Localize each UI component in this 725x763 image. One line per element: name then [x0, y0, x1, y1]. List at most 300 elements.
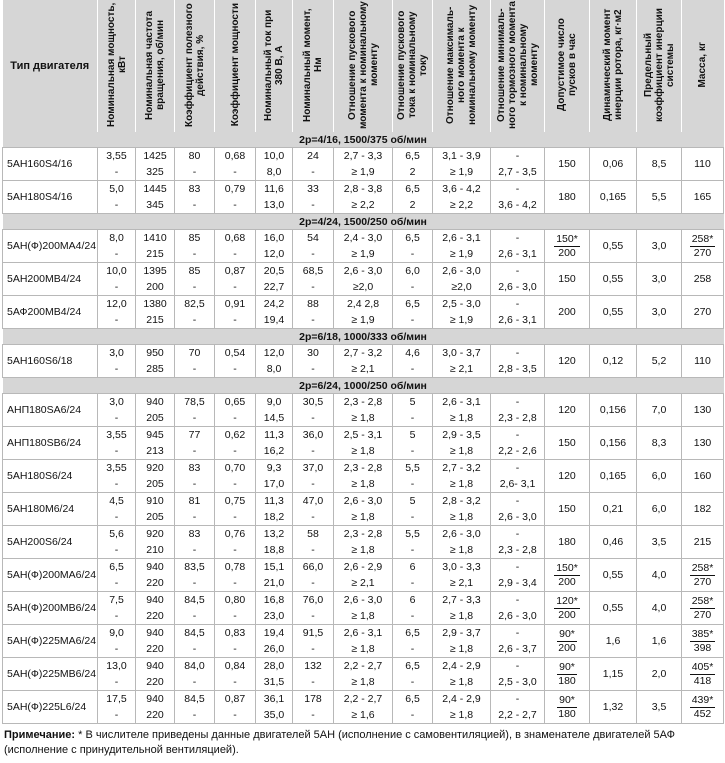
table-row: [3, 230, 724, 247]
table-cell: ≥ 2,2: [334, 197, 393, 214]
table-cell: -: [293, 641, 334, 658]
table-cell: 37,0: [293, 460, 334, 477]
motor-type: 5АФ200МВ4/24: [3, 296, 98, 329]
table-cell: -: [98, 542, 136, 559]
mass: 110: [682, 345, 724, 378]
table-cell: -: [175, 476, 215, 493]
table-cell: -: [175, 197, 215, 214]
table-cell: -: [98, 641, 136, 658]
column-header: [256, 0, 293, 132]
table-cell: -: [215, 246, 256, 263]
mass: 165: [682, 181, 724, 214]
table-cell: 85: [175, 263, 215, 280]
table-cell: -: [98, 246, 136, 263]
table-cell: -: [293, 509, 334, 526]
table-cell: -: [175, 246, 215, 263]
table-cell: 54: [293, 230, 334, 247]
table-cell: 8,0: [98, 230, 136, 247]
table-cell: ≥ 1,8: [334, 443, 393, 460]
column-header: [334, 0, 393, 132]
table-cell: 8,0: [256, 164, 293, 181]
table-cell: ≥ 1,8: [334, 674, 393, 691]
inertia-coefficient: 3,0: [637, 263, 682, 296]
starts-per-hour-denominator: 200: [558, 575, 576, 588]
table-cell: -: [215, 476, 256, 493]
table-cell: ≥ 1,6: [334, 707, 393, 724]
column-header-label: Масса, кг: [697, 41, 709, 88]
column-header: [590, 0, 637, 132]
table-cell: ≥ 2,1: [334, 575, 393, 592]
table-row: [3, 394, 724, 411]
table-cell: 2,6 - 3,1: [433, 394, 491, 411]
motor-type: 5АН180S4/16: [3, 181, 98, 214]
table-cell: -: [491, 460, 545, 477]
table-cell: 10,0: [98, 263, 136, 280]
table-cell: ≥ 2,1: [433, 575, 491, 592]
table-cell: 20,5: [256, 263, 293, 280]
table-cell: 6: [393, 592, 433, 609]
table-cell: 81: [175, 493, 215, 510]
table-row: [3, 345, 724, 362]
motor-type: 5АН160S6/18: [3, 345, 98, 378]
table-cell: 2,2 - 2,7: [491, 707, 545, 724]
table-cell: -: [98, 707, 136, 724]
column-header-label: Номинальный ток при 380 В, А: [263, 8, 285, 121]
table-cell: 210: [136, 542, 175, 559]
table-cell: -: [215, 575, 256, 592]
table-cell: 9,0: [256, 394, 293, 411]
table-cell: 6,5: [393, 691, 433, 708]
table-cell: 2,4 - 2,9: [433, 691, 491, 708]
section-row: [3, 378, 724, 394]
inertia-coefficient: 8,5: [637, 148, 682, 181]
starts-per-hour: [545, 691, 590, 724]
inertia-coefficient: 1,6: [637, 625, 682, 658]
table-cell: 940: [136, 559, 175, 576]
table-cell: 2,6 - 3,0: [433, 526, 491, 543]
table-cell: -: [491, 427, 545, 444]
table-cell: 5: [393, 394, 433, 411]
table-cell: 945: [136, 427, 175, 444]
table-cell: 1425: [136, 148, 175, 165]
table-cell: 940: [136, 394, 175, 411]
table-cell: -: [175, 641, 215, 658]
table-cell: 940: [136, 625, 175, 642]
table-cell: 47,0: [293, 493, 334, 510]
inertia-coefficient: 3,5: [637, 691, 682, 724]
column-header-label: Предельный коэффициент инерции системы: [642, 7, 676, 122]
table-cell: 11,3: [256, 493, 293, 510]
table-cell: 83,5: [175, 559, 215, 576]
table-cell: -: [293, 361, 334, 378]
table-cell: 68,5: [293, 263, 334, 280]
table-cell: 12,0: [256, 246, 293, 263]
table-cell: 213: [136, 443, 175, 460]
table-cell: 84,5: [175, 691, 215, 708]
section-title: 2р=4/24, 1500/250 об/мин: [3, 214, 724, 230]
table-cell: -: [491, 493, 545, 510]
column-header: [433, 0, 491, 132]
table-cell: -: [293, 164, 334, 181]
mass: 215: [682, 526, 724, 559]
inertia-coefficient: 4,0: [637, 592, 682, 625]
motor-type: 5АН(Ф)200МВ6/24: [3, 592, 98, 625]
table-cell: -: [393, 542, 433, 559]
table-cell: 70: [175, 345, 215, 362]
mass-denominator: 418: [693, 674, 712, 687]
section-title: 2р=4/16, 1500/375 об/мин: [3, 132, 724, 148]
table-cell: -: [98, 674, 136, 691]
table-cell: -: [393, 509, 433, 526]
table-cell: 16,0: [256, 230, 293, 247]
table-cell: 2,5 - 3,1: [334, 427, 393, 444]
column-header: [293, 0, 334, 132]
rotor-inertia: 0,156: [590, 427, 637, 460]
table-cell: 2,6 - 3,0: [491, 608, 545, 625]
table-cell: 5,5: [393, 460, 433, 477]
inertia-coefficient: 6,0: [637, 493, 682, 526]
inertia-coefficient: 4,0: [637, 559, 682, 592]
table-cell: 2,6 - 3,0: [334, 493, 393, 510]
column-header-label: Тип двигателя: [10, 60, 90, 72]
table-cell: -: [293, 410, 334, 427]
table-cell: 8,0: [256, 361, 293, 378]
table-cell: 15,1: [256, 559, 293, 576]
table-cell: -: [175, 509, 215, 526]
table-cell: 2,6 - 3,0: [433, 263, 491, 280]
mass-numerator: 405*: [691, 660, 714, 673]
table-cell: ≥ 1,8: [334, 509, 393, 526]
table-cell: 3,0: [98, 394, 136, 411]
inertia-coefficient: 5,5: [637, 181, 682, 214]
table-cell: 345: [136, 197, 175, 214]
table-cell: -: [293, 542, 334, 559]
table-cell: 6,5: [393, 296, 433, 313]
table-cell: -: [175, 443, 215, 460]
table-cell: ≥2,0: [334, 279, 393, 296]
mass-numerator: 439*: [691, 693, 714, 706]
table-cell: -: [215, 509, 256, 526]
table-cell: 84,5: [175, 592, 215, 609]
table-cell: 22,7: [256, 279, 293, 296]
table-cell: 18,2: [256, 509, 293, 526]
table-cell: 0,75: [215, 493, 256, 510]
table-cell: 215: [136, 246, 175, 263]
table-cell: 5: [393, 493, 433, 510]
table-cell: 2,6 - 3,7: [491, 641, 545, 658]
table-cell: -: [393, 312, 433, 329]
table-body: [3, 132, 724, 724]
rotor-inertia: 1,32: [590, 691, 637, 724]
table-cell: -: [293, 197, 334, 214]
table-cell: 58: [293, 526, 334, 543]
column-header-label: Номинальная мощность, кВт: [105, 2, 128, 127]
mass: [682, 658, 724, 691]
table-cell: 6,5: [393, 230, 433, 247]
table-cell: 2,3 - 2,8: [334, 526, 393, 543]
table-cell: 220: [136, 608, 175, 625]
table-cell: 178: [293, 691, 334, 708]
starts-per-hour-numerator: 150*: [556, 561, 578, 574]
table-cell: 2,6 - 3,1: [491, 246, 545, 263]
table-header-row: [3, 0, 724, 132]
table-cell: 6: [393, 559, 433, 576]
rotor-inertia: 0,165: [590, 181, 637, 214]
table-cell: -: [293, 279, 334, 296]
table-cell: 13,2: [256, 526, 293, 543]
table-cell: ≥ 1,8: [433, 476, 491, 493]
section-row: [3, 329, 724, 345]
table-cell: -: [293, 443, 334, 460]
column-header-label: Отношение пускового тока к номинальному току: [396, 9, 429, 120]
table-cell: -: [98, 608, 136, 625]
table-cell: 18,8: [256, 542, 293, 559]
table-cell: -: [175, 707, 215, 724]
table-cell: 2,3 - 2,8: [491, 410, 545, 427]
table-cell: 2,6 - 3,1: [491, 312, 545, 329]
mass: 270: [682, 296, 724, 329]
rotor-inertia: 0,55: [590, 230, 637, 263]
table-cell: 66,0: [293, 559, 334, 576]
table-cell: 28,0: [256, 658, 293, 675]
table-cell: 1395: [136, 263, 175, 280]
table-cell: 910: [136, 493, 175, 510]
table-cell: 2,2 - 2,7: [334, 691, 393, 708]
motor-type: 5АН200МВ4/24: [3, 263, 98, 296]
table-cell: 6,5: [98, 559, 136, 576]
table-cell: -: [393, 279, 433, 296]
table-cell: 17,5: [98, 691, 136, 708]
table-row: [3, 526, 724, 543]
table-cell: 940: [136, 658, 175, 675]
table-cell: 220: [136, 575, 175, 592]
starts-per-hour: [545, 592, 590, 625]
table-cell: 82,5: [175, 296, 215, 313]
table-cell: 2,6 - 3,1: [334, 625, 393, 642]
table-cell: ≥ 1,9: [334, 246, 393, 263]
table-row: [3, 181, 724, 198]
table-cell: 2,9 - 3,5: [433, 427, 491, 444]
inertia-coefficient: 2,0: [637, 658, 682, 691]
table-cell: 2,6 - 3,1: [433, 230, 491, 247]
starts-per-hour-denominator: 180: [558, 707, 576, 720]
motor-type: АНП180SА6/24: [3, 394, 98, 427]
table-cell: -: [215, 641, 256, 658]
table-cell: ≥ 1,8: [433, 674, 491, 691]
table-cell: 13,0: [98, 658, 136, 675]
starts-per-hour-numerator: 90*: [559, 693, 575, 706]
table-cell: -: [215, 361, 256, 378]
table-cell: ≥ 2,1: [433, 361, 491, 378]
table-cell: ≥ 1,8: [433, 608, 491, 625]
table-cell: 5,0: [98, 181, 136, 198]
table-cell: -: [393, 575, 433, 592]
table-cell: -: [98, 361, 136, 378]
starts-per-hour: 180: [545, 181, 590, 214]
table-cell: 3,55: [98, 427, 136, 444]
table-cell: 10,0: [256, 148, 293, 165]
table-cell: ≥ 1,8: [433, 410, 491, 427]
table-cell: 0,76: [215, 526, 256, 543]
table-cell: 220: [136, 707, 175, 724]
table-cell: 6,5: [393, 625, 433, 642]
rotor-inertia: 0,21: [590, 493, 637, 526]
table-cell: 220: [136, 641, 175, 658]
table-cell: 77: [175, 427, 215, 444]
table-cell: 4,5: [98, 493, 136, 510]
table-cell: 940: [136, 691, 175, 708]
table-cell: 5,5: [393, 526, 433, 543]
table-cell: 2,5 - 3,0: [433, 296, 491, 313]
rotor-inertia: 0,156: [590, 394, 637, 427]
table-cell: -: [215, 674, 256, 691]
footnote-label: Примечание:: [4, 729, 76, 741]
table-cell: 0,65: [215, 394, 256, 411]
mass-denominator: 452: [693, 707, 712, 720]
table-cell: 5,6: [98, 526, 136, 543]
mass-denominator: 270: [693, 246, 712, 259]
mass-denominator: 270: [693, 575, 712, 588]
table-cell: -: [98, 575, 136, 592]
table-cell: 11,6: [256, 181, 293, 198]
table-cell: 0,87: [215, 263, 256, 280]
table-cell: -: [491, 592, 545, 609]
motor-spec-table: [2, 0, 724, 724]
table-cell: 2,4 2,8: [334, 296, 393, 313]
table-cell: -: [175, 410, 215, 427]
table-cell: 2,7 - 3,2: [433, 460, 491, 477]
table-cell: 2,4 - 2,9: [433, 658, 491, 675]
table-cell: 12,0: [98, 296, 136, 313]
column-header-label: Отношение пускового момента к номинальному моменту: [346, 0, 380, 129]
table-cell: 16,2: [256, 443, 293, 460]
table-cell: 6,0: [393, 263, 433, 280]
table-cell: ≥ 1,8: [334, 641, 393, 658]
table-cell: 0,91: [215, 296, 256, 313]
table-cell: -: [215, 197, 256, 214]
table-cell: 3,1 - 3,9: [433, 148, 491, 165]
mass: [682, 559, 724, 592]
starts-per-hour: 150: [545, 427, 590, 460]
table-cell: -: [98, 443, 136, 460]
table-cell: 6,5: [393, 181, 433, 198]
table-cell: -: [491, 230, 545, 247]
table-cell: ≥ 1,8: [433, 509, 491, 526]
table-cell: 940: [136, 592, 175, 609]
table-cell: -: [175, 608, 215, 625]
mass-denominator: 398: [693, 641, 712, 654]
table-cell: 84,5: [175, 625, 215, 642]
mass: [682, 592, 724, 625]
table-cell: 17,0: [256, 476, 293, 493]
mass: 130: [682, 394, 724, 427]
table-cell: ≥ 2,1: [334, 361, 393, 378]
mass: [682, 230, 724, 263]
table-cell: 132: [293, 658, 334, 675]
table-cell: 31,5: [256, 674, 293, 691]
inertia-coefficient: 8,3: [637, 427, 682, 460]
table-row: [3, 625, 724, 642]
table-cell: 0,68: [215, 230, 256, 247]
table-cell: -: [293, 312, 334, 329]
table-cell: -: [393, 641, 433, 658]
column-header: [215, 0, 256, 132]
mass: 110: [682, 148, 724, 181]
table-cell: 0,62: [215, 427, 256, 444]
table-row: [3, 691, 724, 708]
mass-numerator: 258*: [691, 594, 714, 607]
table-cell: 3,6 - 4,2: [491, 197, 545, 214]
table-cell: -: [293, 608, 334, 625]
table-cell: 23,0: [256, 608, 293, 625]
table-cell: 2,5 - 3,0: [491, 674, 545, 691]
table-cell: 14,5: [256, 410, 293, 427]
table-cell: 3,0: [98, 345, 136, 362]
table-cell: -: [175, 164, 215, 181]
table-cell: -: [293, 575, 334, 592]
table-cell: 2,7 - 3,2: [334, 345, 393, 362]
table-cell: -: [98, 197, 136, 214]
starts-per-hour: 150: [545, 493, 590, 526]
table-cell: 7,5: [98, 592, 136, 609]
table-cell: 21,0: [256, 575, 293, 592]
table-row: [3, 296, 724, 313]
table-cell: 19,4: [256, 625, 293, 642]
table-cell: 11,3: [256, 427, 293, 444]
motor-type: 5АН(Ф)200МА6/24: [3, 559, 98, 592]
table-cell: 83: [175, 181, 215, 198]
table-cell: ≥ 1,8: [334, 608, 393, 625]
inertia-coefficient: 3,0: [637, 296, 682, 329]
rotor-inertia: 1,6: [590, 625, 637, 658]
table-cell: 3,0 - 3,7: [433, 345, 491, 362]
table-cell: 6,5: [393, 148, 433, 165]
starts-per-hour-numerator: 150*: [556, 232, 578, 245]
column-header: [393, 0, 433, 132]
table-cell: ≥ 1,9: [334, 312, 393, 329]
table-cell: 80: [175, 148, 215, 165]
column-header-label: Коэффициент мощности: [229, 2, 241, 127]
starts-per-hour-denominator: 180: [558, 674, 576, 687]
table-row: [3, 658, 724, 675]
mass: [682, 625, 724, 658]
table-cell: ≥ 1,8: [334, 542, 393, 559]
table-cell: 84,0: [175, 658, 215, 675]
inertia-coefficient: 7,0: [637, 394, 682, 427]
table-cell: 2,3 - 2,8: [334, 460, 393, 477]
rotor-inertia: 0,55: [590, 263, 637, 296]
table-cell: 215: [136, 312, 175, 329]
mass: 130: [682, 427, 724, 460]
table-cell: 83: [175, 460, 215, 477]
table-cell: 36,0: [293, 427, 334, 444]
table-cell: ≥ 1,8: [433, 443, 491, 460]
table-cell: 2,2 - 2,6: [491, 443, 545, 460]
motor-type: 5АН(Ф)225L6/24: [3, 691, 98, 724]
table-cell: 2,7 - 3,3: [433, 592, 491, 609]
motor-type: 5АН(Ф)225МА6/24: [3, 625, 98, 658]
section-row: [3, 132, 724, 148]
rotor-inertia: 0,06: [590, 148, 637, 181]
table-cell: 920: [136, 526, 175, 543]
table-cell: 36,1: [256, 691, 293, 708]
table-cell: 285: [136, 361, 175, 378]
table-cell: 13,0: [256, 197, 293, 214]
table-cell: -: [215, 542, 256, 559]
table-cell: 12,0: [256, 345, 293, 362]
table-cell: 83: [175, 526, 215, 543]
starts-per-hour: [545, 559, 590, 592]
